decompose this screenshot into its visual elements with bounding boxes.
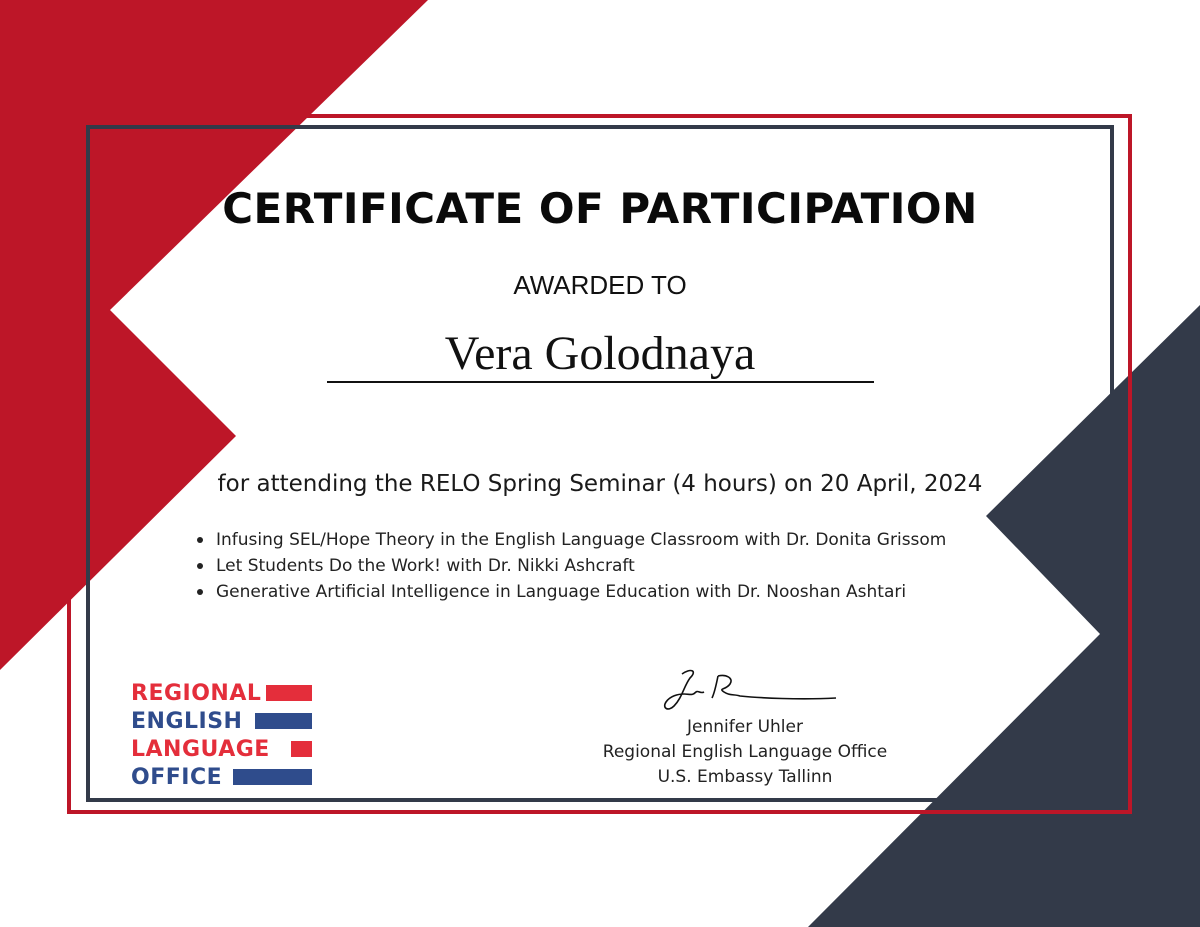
signer-block [545, 715, 945, 790]
attendance-statement: for attending the RELO Spring Seminar (4 hours) on 20 April, 2024 [217, 471, 983, 497]
bullet-icon [197, 537, 203, 543]
recipient-name: Vera Golodnaya [444, 327, 756, 380]
logo-bar-icon [255, 713, 312, 729]
bullet-icon [197, 563, 203, 569]
list-item [196, 527, 946, 553]
logo-bar-icon [266, 685, 312, 701]
logo-word-regional: REGIONAL [131, 681, 262, 706]
session-list [196, 527, 946, 605]
list-item [196, 579, 946, 605]
session-title: Generative Artificial Intelligence in Language Education with Dr. Nooshan Ashtari [216, 582, 907, 602]
name-underline [327, 381, 874, 383]
signer-name: Jennifer Uhler [687, 717, 803, 737]
logo-bar-icon [233, 769, 312, 785]
session-title: Infusing SEL/Hope Theory in the English Language Classroom with Dr. Donita Grissom [216, 530, 947, 550]
logo-word-english: ENGLISH [131, 709, 243, 734]
logo-word-office: OFFICE [131, 765, 223, 790]
signer-embassy: U.S. Embassy Tallinn [657, 767, 833, 787]
logo-word-language: LANGUAGE [131, 737, 270, 762]
certificate-title: CERTIFICATE OF PARTICIPATION [222, 184, 978, 233]
session-title: Let Students Do the Work! with Dr. Nikki Ashcraft [216, 556, 635, 576]
logo-bar-icon [291, 741, 312, 757]
list-item [196, 553, 946, 579]
bullet-icon [197, 589, 203, 595]
signer-office: Regional English Language Office [602, 742, 888, 762]
awarded-to-label: AWARDED TO [513, 270, 687, 300]
handwritten-signature [660, 664, 840, 714]
